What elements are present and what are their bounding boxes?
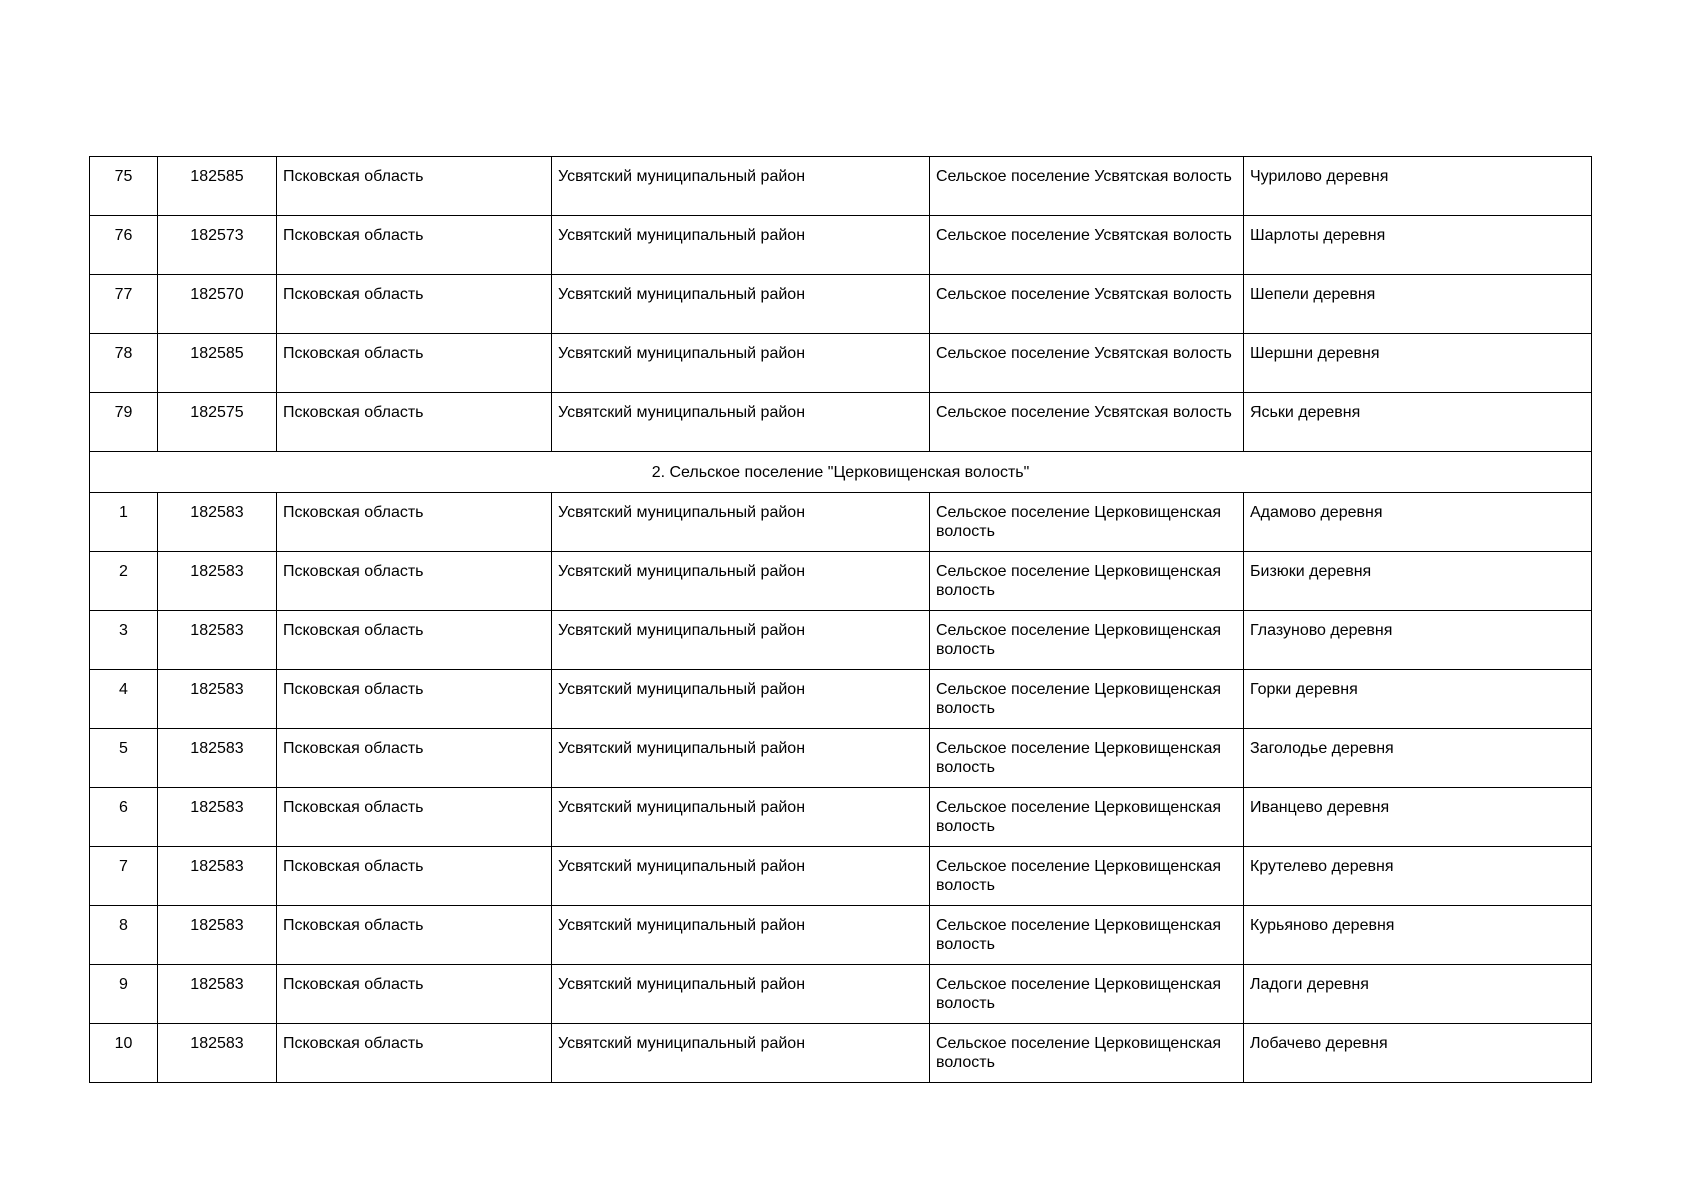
table-row [90,552,1592,611]
postal-code: 182585 [158,157,277,216]
settlement-cell: Сельское поселение Церковищенская волость [930,847,1244,906]
district-cell: Усвятский муниципальный район [552,552,930,611]
postal-code: 182583 [158,729,277,788]
locality-cell: Шепели деревня [1244,275,1592,334]
settlement-cell: Сельское поселение Церковищенская волость [930,670,1244,729]
postal-code: 182570 [158,275,277,334]
postal-code: 182583 [158,965,277,1024]
table-row [90,906,1592,965]
locality-cell: Иванцево деревня [1244,788,1592,847]
settlement-cell: Сельское поселение Усвятская волость [930,393,1244,452]
region-cell: Псковская область [277,493,552,552]
settlement-cell: Сельское поселение Церковищенская волость [930,729,1244,788]
region-cell: Псковская область [277,157,552,216]
locality-cell: Горки деревня [1244,670,1592,729]
region-cell: Псковская область [277,216,552,275]
settlement-cell: Сельское поселение Церковищенская волость [930,788,1244,847]
region-cell: Псковская область [277,334,552,393]
settlement-cell: Сельское поселение Церковищенская волость [930,611,1244,670]
settlement-cell: Сельское поселение Усвятская волость [930,334,1244,393]
region-cell: Псковская область [277,275,552,334]
settlement-cell: Сельское поселение Церковищенская волость [930,552,1244,611]
district-cell: Усвятский муниципальный район [552,611,930,670]
row-number: 75 [90,157,158,216]
postal-code: 182583 [158,847,277,906]
region-cell: Псковская область [277,965,552,1024]
postal-code: 182583 [158,788,277,847]
district-cell: Усвятский муниципальный район [552,847,930,906]
locality-cell: Шершни деревня [1244,334,1592,393]
district-cell: Усвятский муниципальный район [552,670,930,729]
settlement-cell: Сельское поселение Усвятская волость [930,275,1244,334]
table-row [90,729,1592,788]
table-row [90,393,1592,452]
row-number: 1 [90,493,158,552]
postal-code: 182583 [158,611,277,670]
settlement-cell: Сельское поселение Усвятская волость [930,216,1244,275]
row-number: 7 [90,847,158,906]
row-number: 10 [90,1024,158,1083]
locality-cell: Глазуново деревня [1244,611,1592,670]
district-cell: Усвятский муниципальный район [552,788,930,847]
locality-cell: Шарлоты деревня [1244,216,1592,275]
row-number: 6 [90,788,158,847]
region-cell: Псковская область [277,847,552,906]
region-cell: Псковская область [277,906,552,965]
district-cell: Усвятский муниципальный район [552,729,930,788]
region-cell: Псковская область [277,670,552,729]
row-number: 5 [90,729,158,788]
region-cell: Псковская область [277,552,552,611]
postal-code: 182583 [158,493,277,552]
row-number: 77 [90,275,158,334]
locality-cell: Крутелево деревня [1244,847,1592,906]
postal-code: 182583 [158,906,277,965]
section-heading: 2. Сельское поселение "Церковищенская волость" [90,452,1592,493]
district-cell: Усвятский муниципальный район [552,1024,930,1083]
region-cell: Псковская область [277,611,552,670]
table-row [90,965,1592,1024]
region-cell: Псковская область [277,788,552,847]
row-number: 3 [90,611,158,670]
postal-code: 182583 [158,1024,277,1083]
row-number: 76 [90,216,158,275]
settlement-cell: Сельское поселение Церковищенская волость [930,965,1244,1024]
table-row [90,216,1592,275]
postal-code: 182575 [158,393,277,452]
settlement-cell: Сельское поселение Церковищенская волость [930,493,1244,552]
district-cell: Усвятский муниципальный район [552,965,930,1024]
locality-cell: Заголодье деревня [1244,729,1592,788]
district-cell: Усвятский муниципальный район [552,216,930,275]
table-row [90,1024,1592,1083]
district-cell: Усвятский муниципальный район [552,275,930,334]
row-number: 4 [90,670,158,729]
table-row [90,334,1592,393]
table-row [90,157,1592,216]
locality-cell: Ладоги деревня [1244,965,1592,1024]
table-row [90,670,1592,729]
settlement-cell: Сельское поселение Церковищенская волость [930,1024,1244,1083]
table-row [90,275,1592,334]
locality-cell: Яськи деревня [1244,393,1592,452]
region-cell: Псковская область [277,1024,552,1083]
row-number: 79 [90,393,158,452]
section-heading-row [90,452,1592,493]
table-row [90,847,1592,906]
settlement-cell: Сельское поселение Церковищенская волость [930,906,1244,965]
district-cell: Усвятский муниципальный район [552,334,930,393]
table-row [90,493,1592,552]
postal-code: 182573 [158,216,277,275]
row-number: 2 [90,552,158,611]
table-row [90,611,1592,670]
postal-code: 182583 [158,552,277,611]
locality-cell: Бизюки деревня [1244,552,1592,611]
row-number: 9 [90,965,158,1024]
table-row [90,788,1592,847]
locality-cell: Чурилово деревня [1244,157,1592,216]
postal-code: 182583 [158,670,277,729]
locality-cell: Адамово деревня [1244,493,1592,552]
locality-cell: Курьяново деревня [1244,906,1592,965]
district-cell: Усвятский муниципальный район [552,393,930,452]
settlements-table [89,156,1592,1083]
region-cell: Псковская область [277,393,552,452]
district-cell: Усвятский муниципальный район [552,906,930,965]
row-number: 8 [90,906,158,965]
row-number: 78 [90,334,158,393]
district-cell: Усвятский муниципальный район [552,157,930,216]
region-cell: Псковская область [277,729,552,788]
settlement-cell: Сельское поселение Усвятская волость [930,157,1244,216]
locality-cell: Лобачево деревня [1244,1024,1592,1083]
postal-code: 182585 [158,334,277,393]
table-body [90,157,1592,1083]
district-cell: Усвятский муниципальный район [552,493,930,552]
